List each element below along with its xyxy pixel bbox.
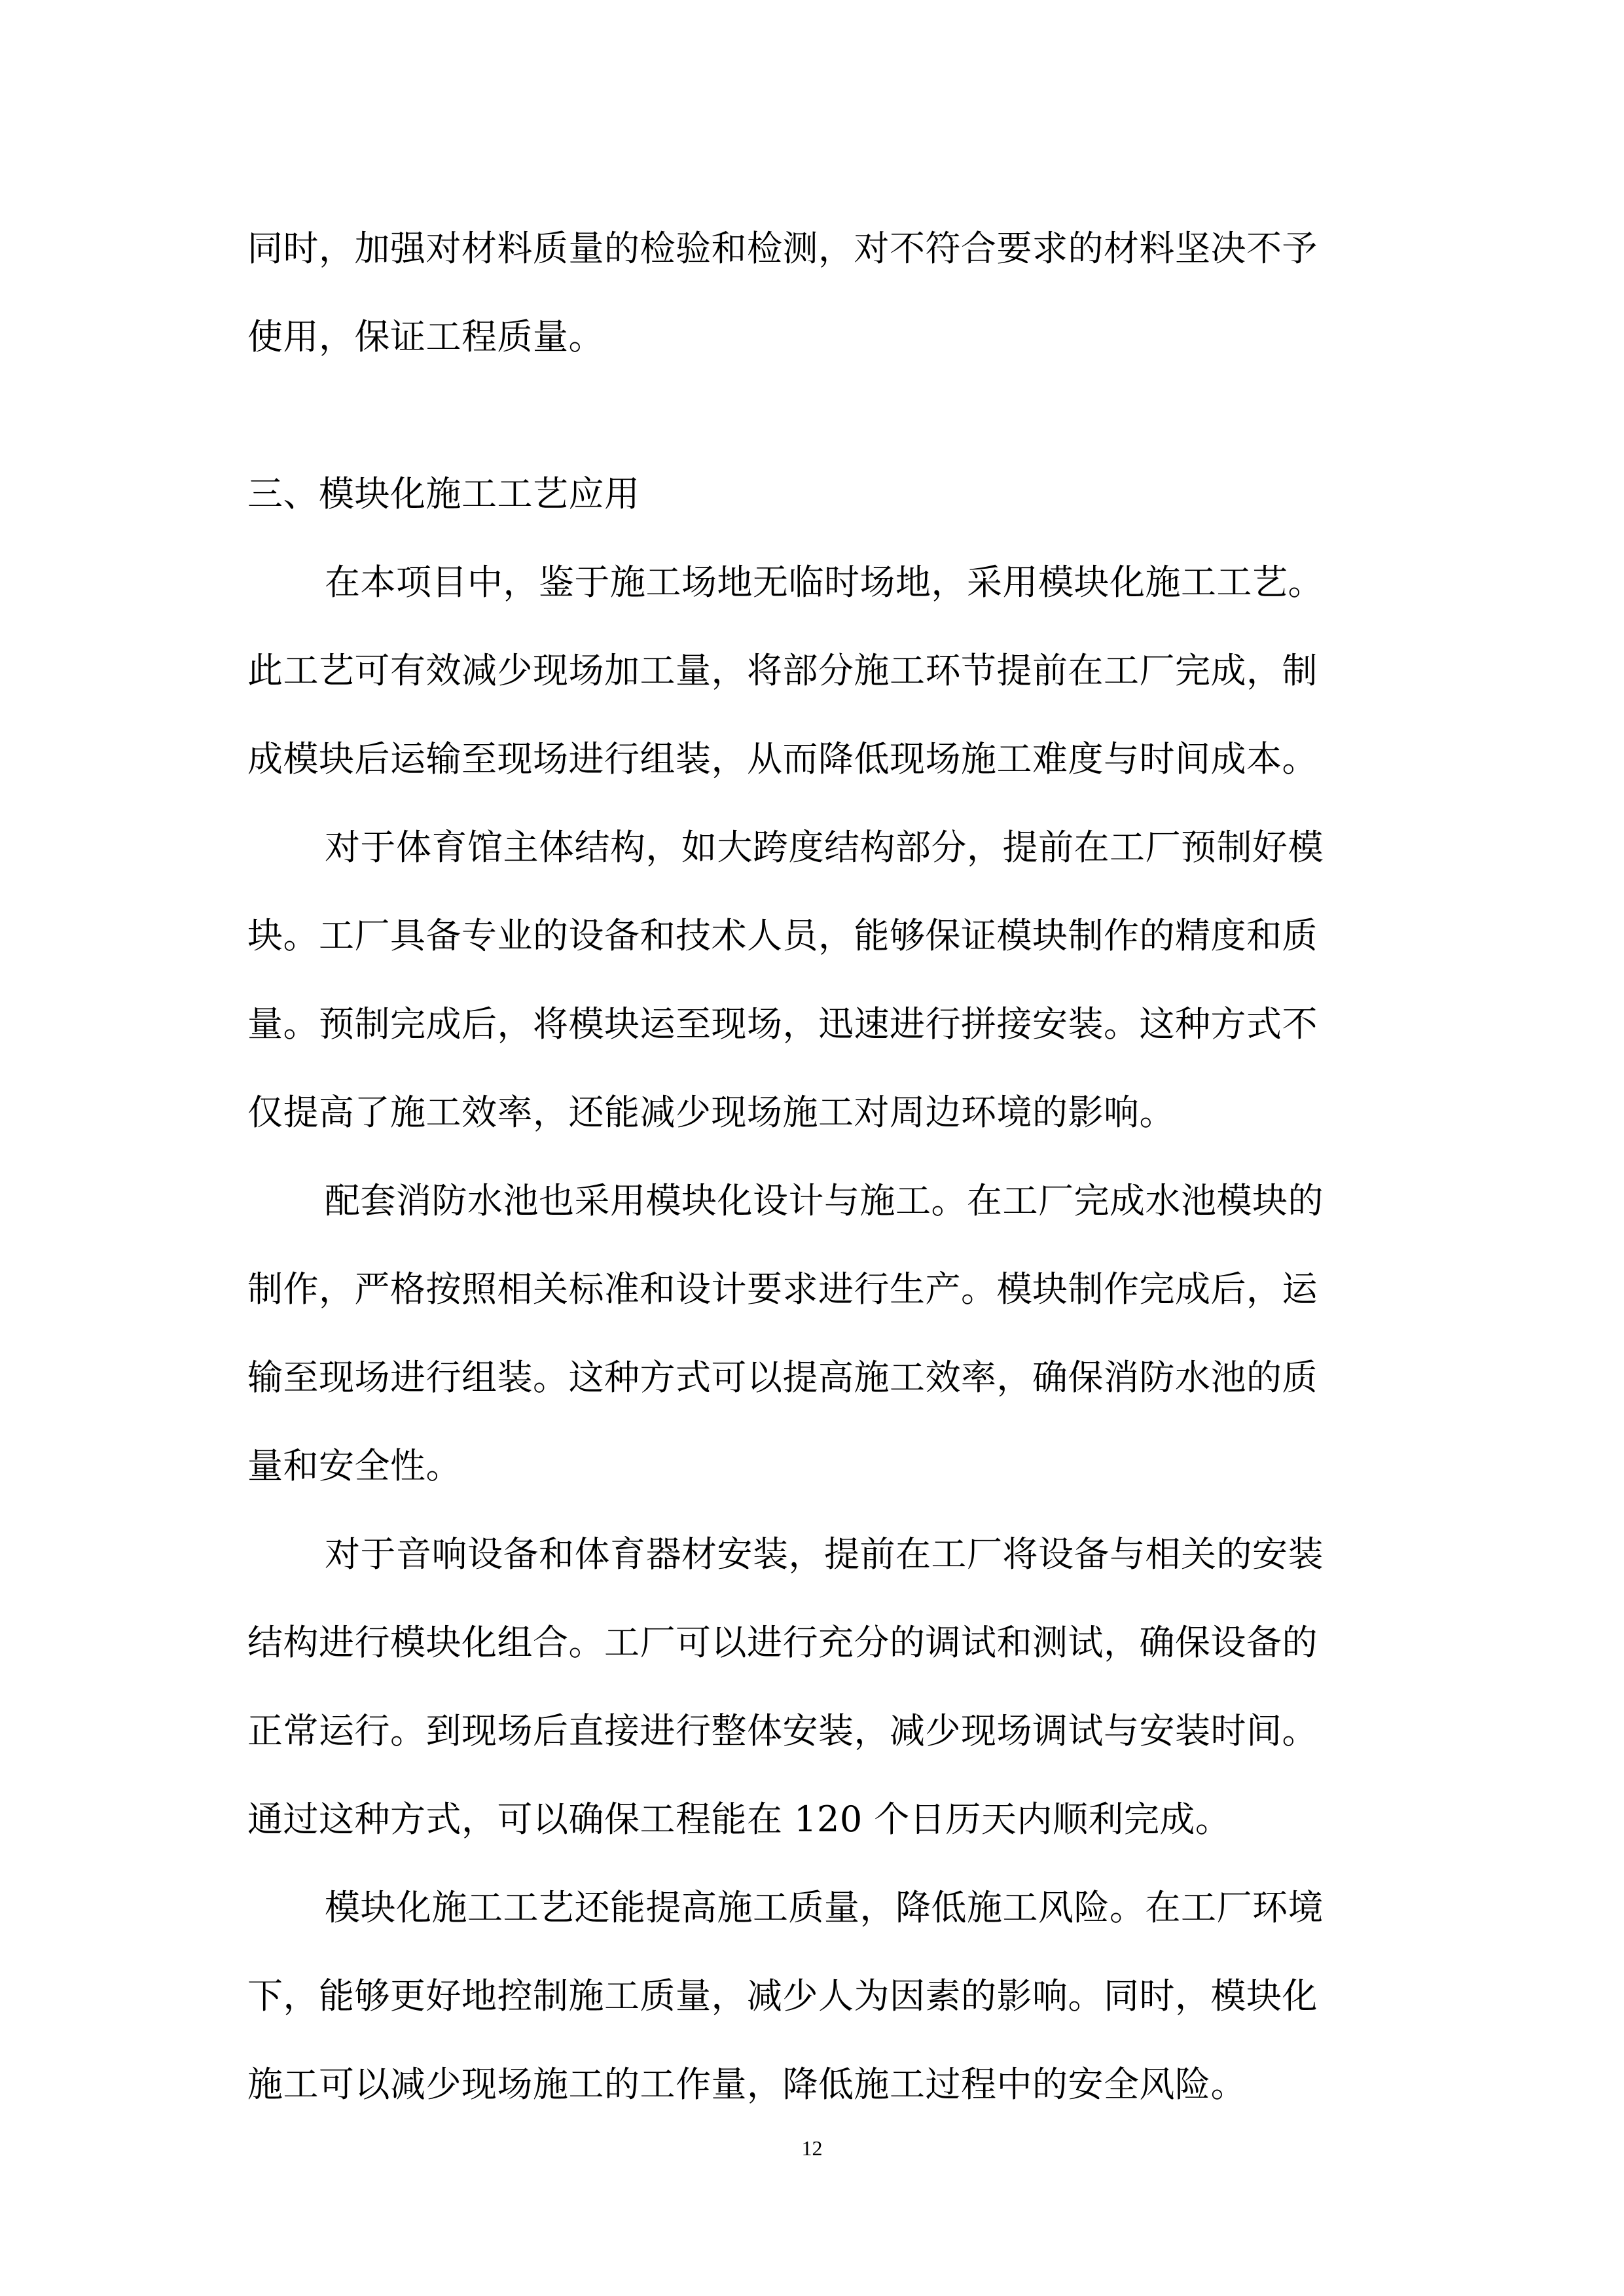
paragraph-line: 施工可以减少现场施工的工作量，降低施工过程中的安全风险。: [247, 2064, 1246, 2105]
paragraph-line: 模块化施工工艺还能提高施工质量，降低施工风险。在工厂环境: [325, 1887, 1324, 1928]
paragraph-line: 制作，严格按照相关标准和设计要求进行生产。模块制作完成后，运: [247, 1268, 1318, 1310]
paragraph-line: 成模块后运输至现场进行组装，从而降低现场施工难度与时间成本。: [247, 738, 1318, 780]
paragraph-2: [247, 803, 1380, 1157]
paragraph-line: 下，能够更好地控制施工质量，减少人为因素的影响。同时，模块化: [247, 1975, 1318, 2017]
paragraph-line: 配套消防水池也采用模块化设计与施工。在工厂完成水池模块的: [325, 1180, 1324, 1221]
page-number: 12: [801, 2136, 823, 2160]
paragraph-line: 结构进行模块化组合。工厂可以进行充分的调试和测试，确保设备的: [247, 1622, 1318, 1663]
paragraph-line: 同时，加强对材料质量的检验和检测，对不符合要求的材料坚决不予: [247, 228, 1318, 269]
paragraph-line: 正常运行。到现场后直接进行整体安装，减少现场调试与安装时间。: [247, 1710, 1318, 1751]
paragraph-line: 使用，保证工程质量。: [247, 316, 604, 357]
paragraph-3: [247, 1157, 1380, 1510]
document-body: [247, 204, 1380, 2128]
paragraph-line: 量和安全性。: [247, 1445, 461, 1486]
paragraph-5: [247, 1863, 1380, 2128]
paragraph-line: 在本项目中，鉴于施工场地无临时场地，采用模块化施工工艺。: [325, 562, 1324, 603]
paragraph-line: 量。预制完成后，将模块运至现场，迅速进行拼接安装。这种方式不: [247, 1003, 1318, 1045]
paragraph-line: 块。工厂具备专业的设备和技术人员，能够保证模块制作的精度和质: [247, 915, 1318, 956]
continuation-paragraph: [247, 204, 1380, 381]
paragraph-4: [247, 1510, 1380, 1863]
paragraph-line: 此工艺可有效减少现场加工量，将部分施工环节提前在工厂完成，制: [247, 650, 1318, 691]
paragraph-line: 仅提高了施工效率，还能减少现场施工对周边环境的影响。: [247, 1092, 1175, 1133]
paragraph-line: 对于体育馆主体结构，如大跨度结构部分，提前在工厂预制好模: [325, 827, 1324, 868]
paragraph-1: [247, 538, 1380, 803]
paragraph-line: 输至现场进行组装。这种方式可以提高施工效率，确保消防水池的质: [247, 1357, 1318, 1398]
section-heading: 三、模块化施工工艺应用: [247, 473, 640, 514]
paragraph-line: 对于音响设备和体育器材安装，提前在工厂将设备与相关的安装: [325, 1534, 1324, 1575]
paragraph-line: 通过这种方式，可以确保工程能在 120 个日历天内顺利完成。: [247, 1799, 1231, 1840]
